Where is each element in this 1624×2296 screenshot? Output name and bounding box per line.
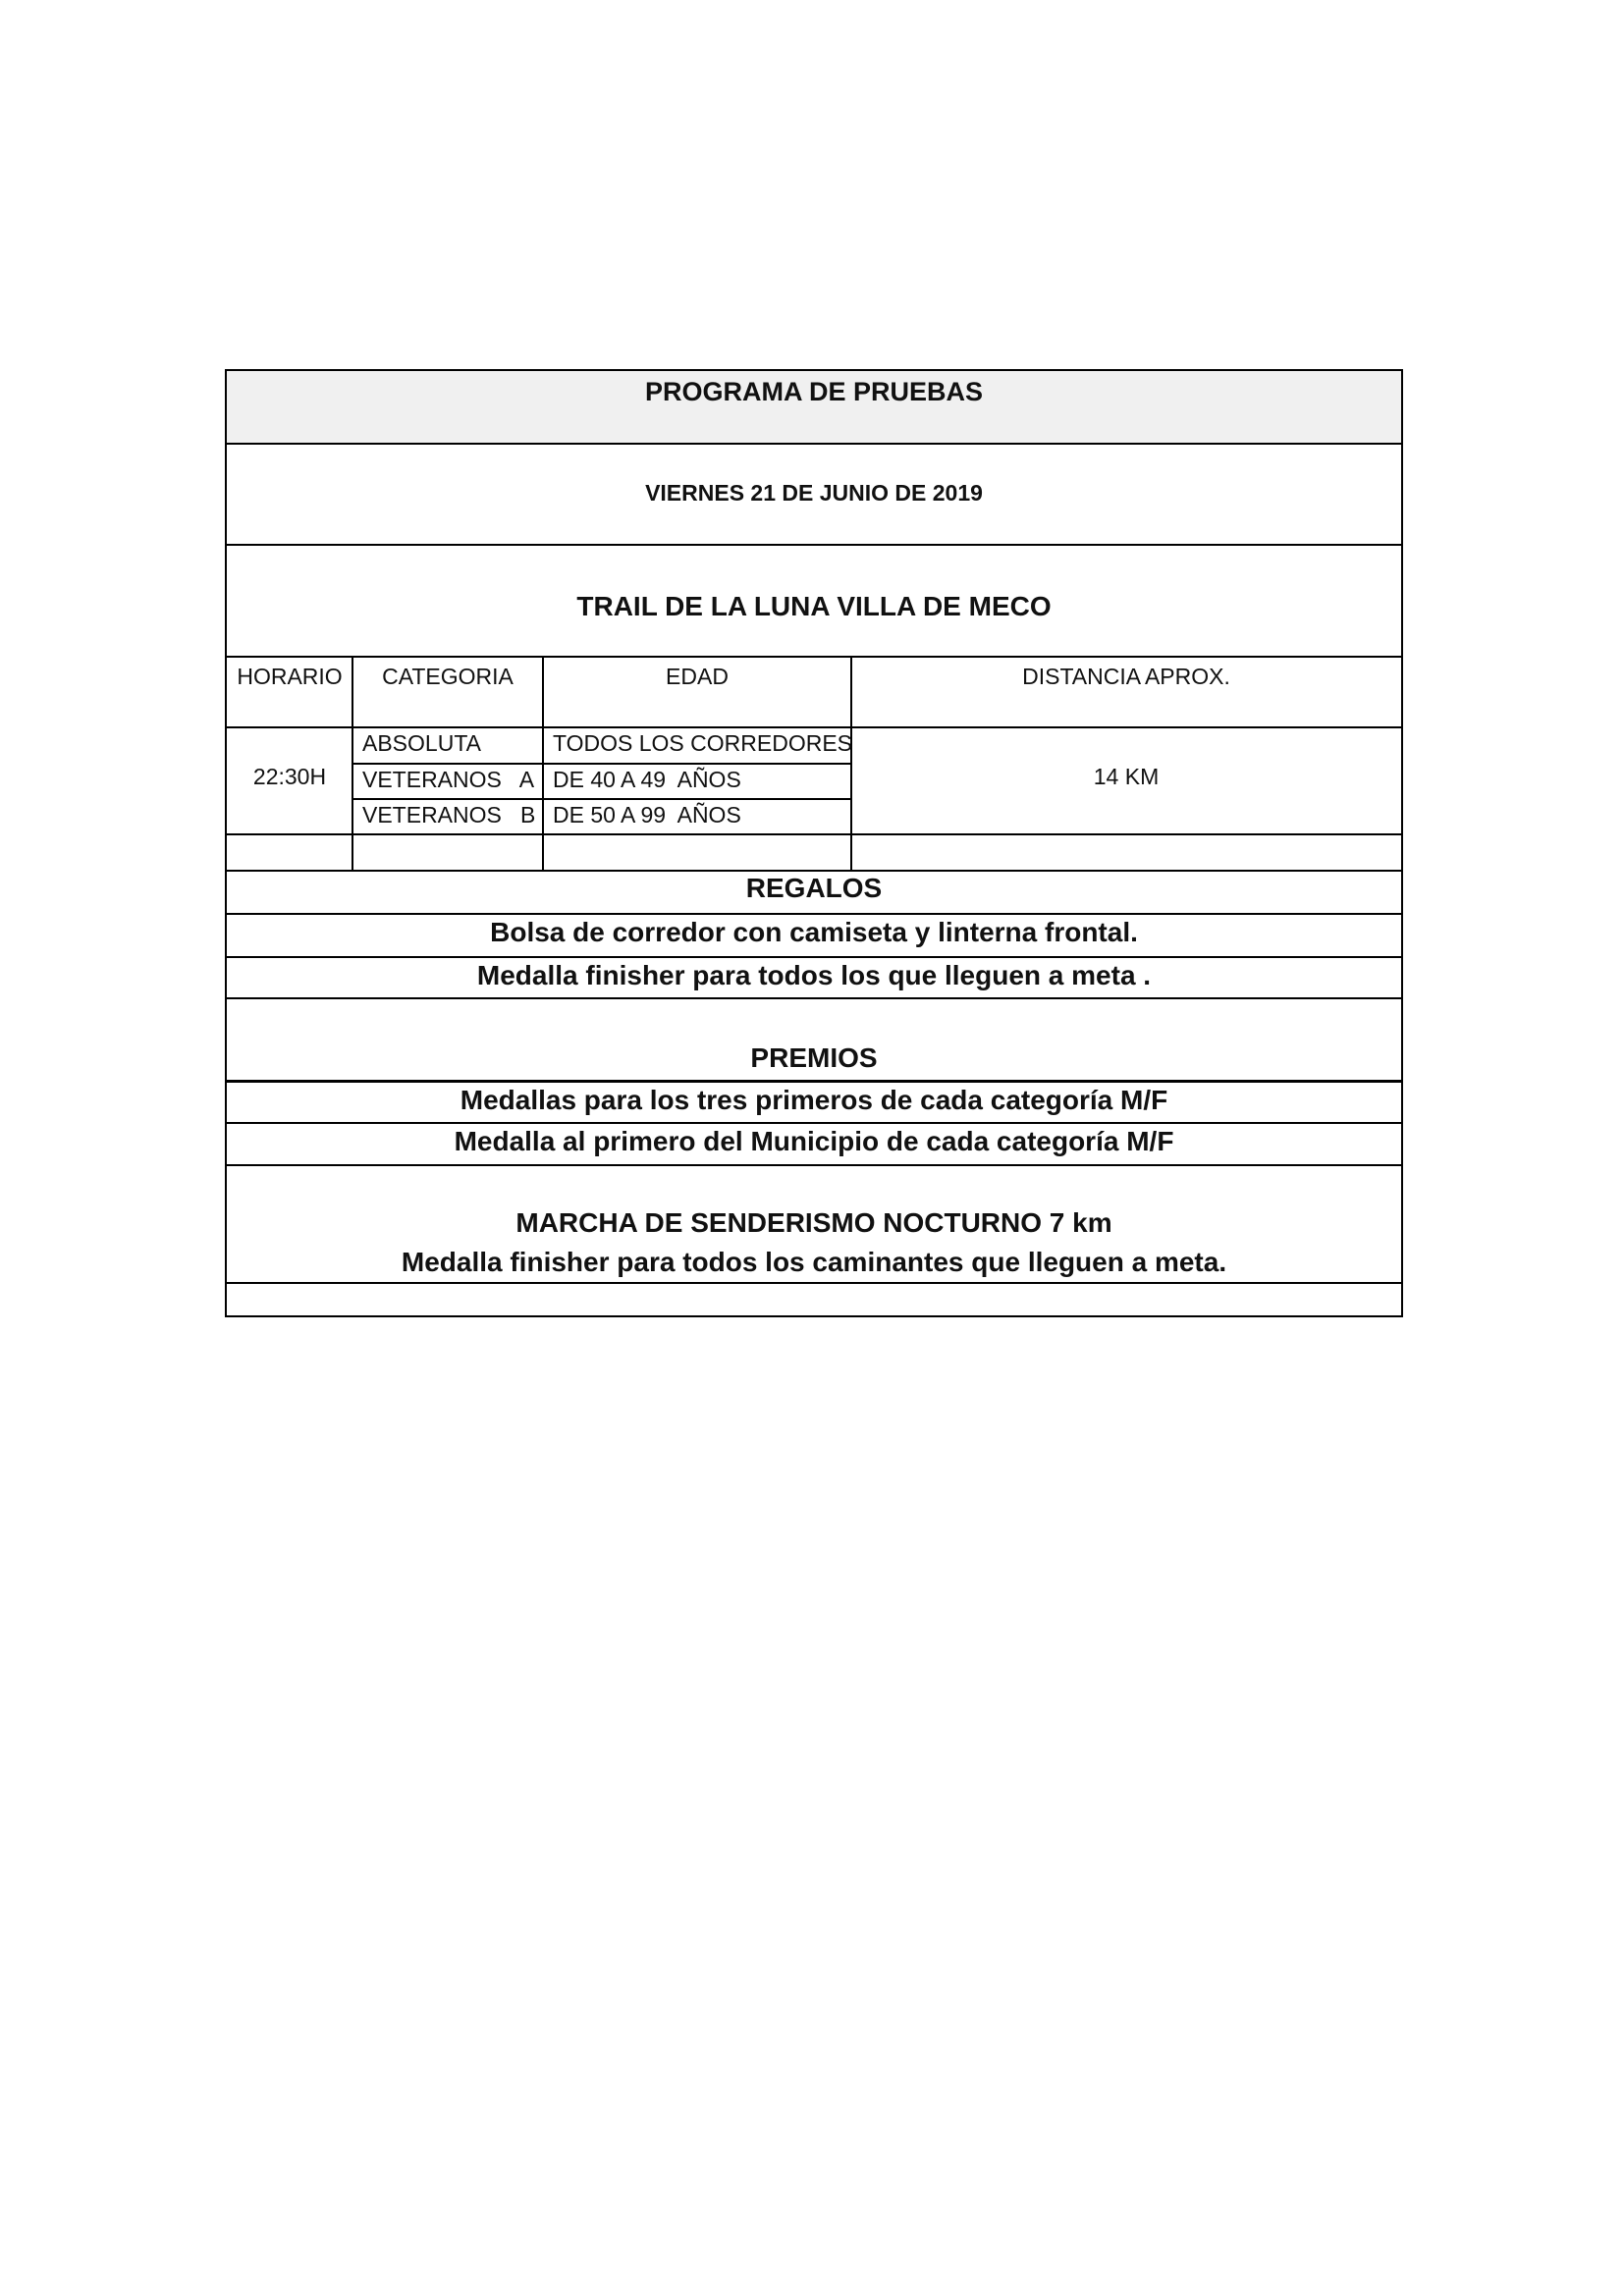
regalos-item: Medalla finisher para todos los que lleguen a meta . xyxy=(476,960,1152,990)
edad-cell: TODOS LOS CORREDORES xyxy=(553,730,853,756)
categoria-cell: VETERANOS B xyxy=(362,802,536,828)
program-table xyxy=(225,369,1403,1317)
regalos-heading: REGALOS xyxy=(745,873,883,903)
marcha-note: Medalla finisher para todos los caminantes que lleguen a meta. xyxy=(401,1247,1227,1277)
divider xyxy=(352,658,353,728)
header-edad: EDAD xyxy=(666,664,729,689)
title-band xyxy=(227,371,1401,445)
column-header-row xyxy=(227,658,1401,728)
categoria-cell: ABSOLUTA xyxy=(362,730,481,756)
event-date: VIERNES 21 DE JUNIO DE 2019 xyxy=(645,480,983,506)
divider xyxy=(352,728,353,872)
marcha-heading: MARCHA DE SENDERISMO NOCTURNO 7 km xyxy=(515,1207,1112,1238)
date-band xyxy=(227,445,1401,546)
row-divider xyxy=(227,913,1401,915)
horario-value: 22:30H xyxy=(252,764,327,789)
event-band xyxy=(227,546,1401,658)
row-divider xyxy=(227,1080,1401,1083)
regalos-item: Bolsa de corredor con camiseta y linterna frontal. xyxy=(490,917,1138,947)
distancia-value: 14 KM xyxy=(1093,764,1160,789)
row-divider xyxy=(352,763,852,765)
row-divider xyxy=(227,956,1401,958)
header-categoria: CATEGORIA xyxy=(382,664,514,689)
program-title: PROGRAMA DE PRUEBAS xyxy=(644,377,984,406)
row-divider xyxy=(227,870,1401,872)
edad-cell: DE 40 A 49 AÑOS xyxy=(553,767,741,792)
divider xyxy=(542,658,544,872)
categoria-cell: VETERANOS A xyxy=(362,767,535,792)
row-divider xyxy=(227,1122,1401,1124)
row-divider xyxy=(227,1164,1401,1166)
premios-item: Medalla al primero del Municipio de cada categoría M/F xyxy=(454,1126,1174,1156)
row-divider xyxy=(227,997,1401,999)
header-horario: HORARIO xyxy=(237,664,343,689)
premios-heading: PREMIOS xyxy=(750,1042,878,1073)
header-distancia: DISTANCIA APROX. xyxy=(1022,664,1230,689)
row-divider xyxy=(352,798,852,800)
row-divider xyxy=(227,1282,1401,1284)
event-name: TRAIL DE LA LUNA VILLA DE MECO xyxy=(576,591,1052,621)
edad-cell: DE 50 A 99 AÑOS xyxy=(553,802,741,828)
premios-item: Medallas para los tres primeros de cada categoría M/F xyxy=(460,1085,1168,1115)
row-divider xyxy=(227,833,1401,835)
